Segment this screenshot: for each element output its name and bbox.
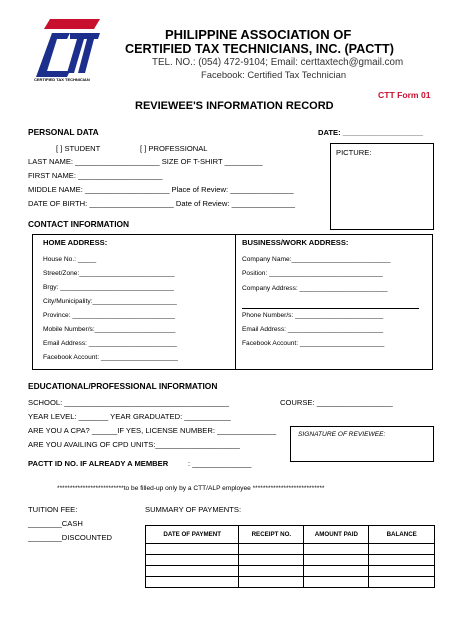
section-education: EDUCATIONAL/PROFESSIONAL INFORMATION: [28, 381, 218, 391]
home-city[interactable]: City/Municipality:_______________________: [43, 298, 177, 305]
payment-row[interactable]: [146, 577, 435, 588]
cell[interactable]: [146, 544, 239, 555]
logo: [30, 15, 104, 83]
home-address-title: HOME ADDRESS:: [43, 238, 108, 247]
signature-box[interactable]: [290, 426, 434, 462]
picture-label: PICTURE:: [336, 148, 372, 157]
cpa-field[interactable]: ARE YOU A CPA? ______IF YES, LICENSE NUMBER: ______________: [28, 426, 277, 435]
org-name-line1: PHILIPPINE ASSOCIATION OF: [165, 27, 352, 42]
home-province[interactable]: Province: ____________________________: [43, 312, 175, 319]
home-brgy[interactable]: Brgy: _______________________________: [43, 284, 174, 291]
year-level-field[interactable]: YEAR LEVEL: _______ YEAR GRADUATED: ___________: [28, 412, 231, 421]
summary-payments-label: SUMMARY OF PAYMENTS:: [145, 505, 242, 514]
home-mobile[interactable]: Mobile Number/s:______________________: [43, 326, 176, 333]
last-name-field[interactable]: LAST NAME: ____________________ SIZE OF T-SHIRT _________: [28, 157, 263, 166]
col-receipt-no: RECEIPT NO.: [239, 526, 304, 544]
work-email[interactable]: Email Address: __________________________: [242, 326, 384, 333]
discounted-field[interactable]: ________DISCOUNTED: [28, 533, 112, 542]
org-name-line2: CERTIFIED TAX TECHNICIANS, INC. (PACTT): [125, 42, 394, 56]
form-code: CTT Form 01: [378, 90, 431, 100]
work-position[interactable]: Position: _______________________________: [242, 270, 383, 277]
cash-field[interactable]: ________CASH: [28, 519, 83, 528]
first-name-field[interactable]: FIRST NAME: ____________________: [28, 171, 163, 180]
work-company-name[interactable]: Company Name:___________________________: [242, 256, 391, 263]
cell[interactable]: [369, 555, 435, 566]
office-use-notice: **************************to be filled-up only by a CTT/ALP employee ****************************: [57, 485, 325, 492]
work-facebook[interactable]: Facebook Account: _______________________: [242, 340, 385, 347]
form-title: REVIEWEE'S INFORMATION RECORD: [135, 100, 334, 112]
signature-label: SIGNATURE OF REVIEWEE:: [298, 431, 386, 438]
cell[interactable]: [239, 555, 304, 566]
contact-line1: TEL. NO.: (054) 472-9104; Email: certtaxtech@gmail.com: [152, 57, 404, 68]
cell[interactable]: [369, 566, 435, 577]
home-house-no[interactable]: House No.: _____: [43, 256, 97, 263]
student-checkbox[interactable]: [ ] STUDENT: [56, 144, 101, 153]
course-field[interactable]: COURSE: __________________: [280, 398, 393, 407]
cell[interactable]: [146, 555, 239, 566]
cell[interactable]: [239, 577, 304, 588]
payment-summary-table: [145, 525, 435, 588]
payment-row[interactable]: [146, 566, 435, 577]
cell[interactable]: [146, 566, 239, 577]
work-phone[interactable]: Phone Number/s: ________________________: [242, 312, 384, 319]
cell[interactable]: [369, 544, 435, 555]
ctt-logo-icon: [30, 15, 104, 83]
cell[interactable]: [146, 577, 239, 588]
payment-row[interactable]: [146, 544, 435, 555]
home-facebook[interactable]: Facebook Account: _____________________: [43, 354, 178, 361]
col-date-of-payment: DATE OF PAYMENT: [146, 526, 239, 544]
cell[interactable]: [304, 566, 369, 577]
cell[interactable]: [304, 577, 369, 588]
middle-name-field[interactable]: MIDDLE NAME: ____________________ Place of Review: _______________: [28, 185, 294, 194]
work-address-title: BUSINESS/WORK ADDRESS:: [242, 238, 349, 247]
contact-line2: Facebook: Certified Tax Technician: [201, 69, 347, 80]
cell[interactable]: [304, 555, 369, 566]
dob-field[interactable]: DATE OF BIRTH: ____________________ Date of Review: _______________: [28, 199, 295, 208]
cpd-field[interactable]: ARE YOU AVAILING OF CPD UNITS:____________________: [28, 440, 240, 449]
date-field[interactable]: DATE: ___________________: [318, 128, 423, 137]
cell[interactable]: [239, 566, 304, 577]
home-street[interactable]: Street/Zone:__________________________: [43, 270, 175, 277]
cell[interactable]: [304, 544, 369, 555]
cell[interactable]: [239, 544, 304, 555]
home-email[interactable]: Email Address: ________________________: [43, 340, 177, 347]
col-amount-paid: AMOUNT PAID: [304, 526, 369, 544]
contact-divider: [235, 234, 236, 370]
section-personal-data: PERSONAL DATA: [28, 127, 99, 137]
section-contact-info: CONTACT INFORMATION: [28, 219, 130, 229]
tuition-fee-label: TUITION FEE:: [28, 505, 78, 514]
work-company-address-line2[interactable]: [242, 308, 419, 309]
logo-subtitle: CERTIFIED TAX TECHNICIAN: [34, 77, 90, 82]
payment-table-header: [146, 526, 435, 544]
work-company-address[interactable]: Company Address: ________________________: [242, 285, 388, 292]
cell[interactable]: [369, 577, 435, 588]
col-balance: BALANCE: [369, 526, 435, 544]
professional-checkbox[interactable]: [ ] PROFESSIONAL: [140, 144, 208, 153]
picture-box[interactable]: [330, 143, 434, 230]
school-field[interactable]: SCHOOL: _______________________________________: [28, 398, 229, 407]
pactt-id-label: PACTT ID NO. IF ALREADY A MEMBER: [28, 459, 169, 468]
pactt-id-field[interactable]: : ______________: [188, 459, 252, 468]
payment-row[interactable]: [146, 555, 435, 566]
